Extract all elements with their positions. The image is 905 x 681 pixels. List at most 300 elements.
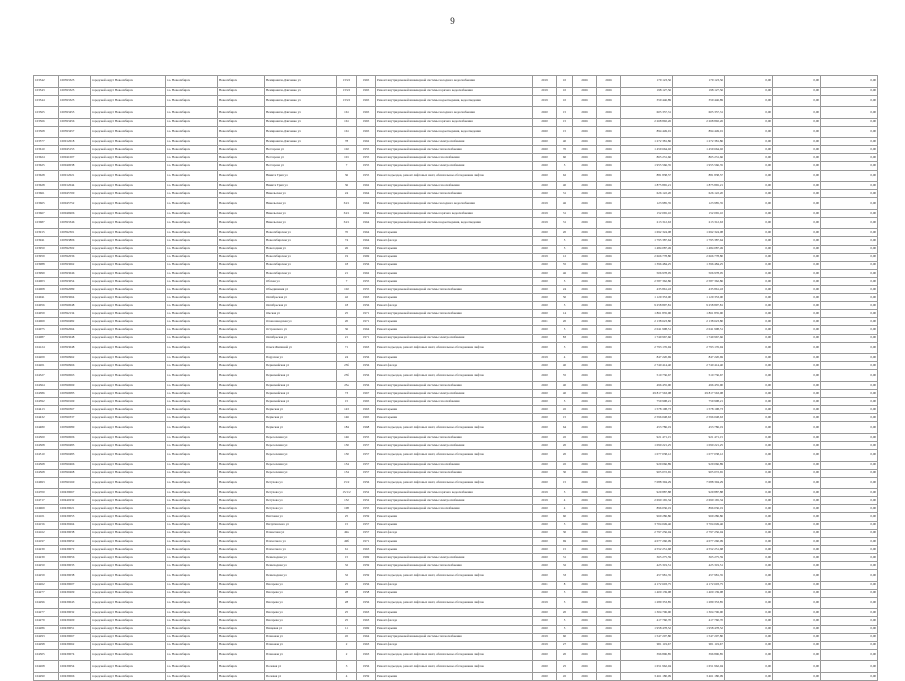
cell-house-number: 146 [337, 414, 357, 422]
cell-federal-cost: 0,00 [725, 253, 773, 261]
table-row [34, 672, 878, 680]
cell-last-repair-year: 2019 [533, 87, 557, 95]
cell-work-type: Ремонт фасада [376, 237, 533, 245]
cell-last-repair-year: 2019 [533, 497, 557, 505]
cell-row-id: 104162 [34, 529, 59, 537]
cell-settlement: Новосибирск [218, 570, 265, 582]
cell-local-cost: 0,00 [773, 414, 821, 422]
cell-build-year: 1965 [357, 76, 376, 88]
cell-regional-fund-cost: 901 119,67 [673, 641, 725, 649]
cell-regional-fund-cost: 1 861 835,90 [673, 310, 725, 318]
cell-settlement: Новосибирск [218, 190, 265, 198]
cell-house-code: 100390160 [59, 477, 91, 489]
cell-plan-year-start: 2026 [573, 107, 597, 119]
table-row [34, 406, 878, 414]
cell-settlement: Новосибирск [218, 302, 265, 310]
cell-plan-year-end: 2026 [597, 162, 621, 170]
cell-house-number: 18 [337, 302, 357, 310]
cell-owner-cost: 0,00 [821, 146, 878, 154]
cell-house-code: 100439062 [59, 641, 91, 649]
cell-settlement: Новосибирск [218, 545, 265, 553]
cell-municipal-district: г.о. Новосибирск [166, 269, 218, 277]
cell-street: Новосибирская ул [265, 253, 337, 261]
cell-build-year: 1971 [357, 537, 376, 545]
cell-local-cost: 0,00 [773, 269, 821, 277]
table-row [34, 529, 878, 537]
cell-owner-cost: 0,00 [821, 182, 878, 190]
cell-municipality: городской округ Новосибирск [91, 354, 166, 362]
cell-settlement: Новосибирск [218, 433, 265, 441]
cell-federal-cost: 0,00 [725, 95, 773, 107]
table-row [34, 389, 878, 397]
cell-last-repair-year: 2019 [533, 597, 557, 609]
cell-total-cost: 7 088 394,29 [621, 477, 673, 489]
cell-municipality: городской округ Новосибирск [91, 497, 166, 505]
table-row [34, 505, 878, 513]
cell-row-id: 104059 [34, 310, 59, 318]
cell-house-number: 150 [337, 441, 357, 449]
cell-local-cost: 0,00 [773, 521, 821, 529]
cell-settlement: Новосибирск [218, 334, 265, 342]
cell-work-type: Ремонт внутридомовой инженерной системы теплоснабжения [376, 433, 533, 441]
cell-total-cost: 1 651 962,04 [621, 661, 673, 673]
cell-federal-cost: 0,00 [725, 477, 773, 489]
cell-wear-percent: 5 [557, 617, 573, 625]
cell-regional-fund-cost: 1 875 865,21 [673, 182, 725, 190]
cell-wear-percent: 20 [557, 318, 573, 326]
cell-build-year: 1956 [357, 477, 376, 489]
cell-house-number: 28 [337, 597, 357, 609]
cell-plan-year-start: 2026 [573, 354, 597, 362]
cell-owner-cost: 0,00 [821, 441, 878, 449]
cell-street: Петухова ул [265, 505, 337, 513]
cell-municipality: городской округ Новосибирск [91, 190, 166, 198]
cell-row-id: 104262 [34, 581, 59, 589]
cell-plan-year-end: 2026 [597, 229, 621, 237]
cell-work-type: Ремонт подъездов, ремонт лифтовых шахт, обязательное обследование лифтов [376, 661, 533, 673]
cell-municipal-district: г.о. Новосибирск [166, 318, 218, 326]
cell-house-code: 100392134 [59, 310, 91, 318]
cell-local-cost: 0,00 [773, 505, 821, 513]
cell-municipal-district: г.о. Новосибирск [166, 362, 218, 370]
cell-work-type: Ремонт фасада [376, 302, 533, 310]
cell-settlement: Новосибирск [218, 107, 265, 119]
cell-street: Плахотного ул [265, 545, 337, 553]
cell-plan-year-end: 2026 [597, 310, 621, 318]
cell-street: Никольская ул [265, 198, 337, 210]
cell-federal-cost: 0,00 [725, 217, 773, 229]
cell-plan-year-end: 2026 [597, 146, 621, 154]
cell-regional-fund-cost: 123 985,35 [673, 198, 725, 210]
table-row [34, 354, 878, 362]
cell-build-year: 1962 [357, 182, 376, 190]
cell-owner-cost: 0,00 [821, 529, 878, 537]
cell-house-number: 153/2 [337, 87, 357, 95]
cell-federal-cost: 0,00 [725, 310, 773, 318]
cell-plan-year-start: 2026 [573, 302, 597, 310]
cell-wear-percent: 15 [557, 107, 573, 119]
cell-build-year: 1964 [357, 326, 376, 334]
cell-local-cost: 0,00 [773, 253, 821, 261]
cell-wear-percent: 45 [557, 461, 573, 469]
cell-house-number: 15 [337, 398, 357, 406]
cell-plan-year-start: 2026 [573, 334, 597, 342]
cell-plan-year-start: 2026 [573, 529, 597, 537]
cell-row-id: 104432 [34, 414, 59, 422]
cell-municipal-district: г.о. Новосибирск [166, 553, 218, 561]
table-row [34, 326, 878, 334]
cell-local-cost: 0,00 [773, 334, 821, 342]
cell-house-number: 7 [337, 162, 357, 170]
cell-plan-year-end: 2026 [597, 269, 621, 277]
cell-total-cost: 921 471,15 [621, 433, 673, 441]
cell-last-repair-year: 2021 [533, 318, 557, 326]
cell-municipal-district: г.о. Новосибирск [166, 87, 218, 95]
cell-plan-year-end: 2026 [597, 354, 621, 362]
cell-federal-cost: 0,00 [725, 589, 773, 597]
cell-wear-percent: 31 [557, 553, 573, 561]
cell-municipal-district: г.о. Новосибирск [166, 625, 218, 633]
cell-street: Немировича-Данченко ул [265, 95, 337, 107]
cell-municipal-district: г.о. Новосибирск [166, 513, 218, 521]
cell-plan-year-start: 2026 [573, 406, 597, 414]
table-row [34, 253, 878, 261]
cell-row-id: 104268 [34, 661, 59, 673]
cell-regional-fund-cost: 496 455,90 [673, 381, 725, 389]
cell-house-code: 100390069 [59, 381, 91, 389]
cell-house-number: 153/2 [337, 76, 357, 88]
cell-plan-year-start: 2026 [573, 597, 597, 609]
cell-federal-cost: 0,00 [725, 406, 773, 414]
cell-owner-cost: 0,00 [821, 513, 878, 521]
cell-plan-year-start: 2026 [573, 609, 597, 617]
cell-row-id: 103667 [34, 209, 59, 217]
cell-total-cost: 1 459 664,02 [621, 146, 673, 154]
cell-regional-fund-cost: 894 449,01 [673, 126, 725, 138]
table-row [34, 497, 878, 505]
cell-municipality: городской округ Новосибирск [91, 617, 166, 625]
cell-row-id: 103628 [34, 170, 59, 182]
cell-municipality: городской округ Новосибирск [91, 370, 166, 382]
cell-municipality: городской округ Новосибирск [91, 286, 166, 294]
cell-build-year: 1957 [357, 521, 376, 529]
cell-municipal-district: г.о. Новосибирск [166, 537, 218, 545]
cell-work-type: Ремонт подъездов, ремонт лифтовых шахт, обязательное обследование лифтов [376, 649, 533, 661]
cell-regional-fund-cost: 1 400 139,98 [673, 589, 725, 597]
cell-house-code: 100041007 [59, 154, 91, 162]
table-row [34, 162, 878, 170]
cell-build-year: 1956 [357, 354, 376, 362]
cell-plan-year-end: 2026 [597, 253, 621, 261]
cell-row-id: 103544 [34, 95, 59, 107]
cell-wear-percent: 14 [557, 310, 573, 318]
cell-house-number: 15 [337, 521, 357, 529]
cell-local-cost: 0,00 [773, 433, 821, 441]
cell-regional-fund-cost: 3 704 049,46 [673, 521, 725, 529]
cell-street: Плановая ул [265, 633, 337, 641]
cell-federal-cost: 0,00 [725, 229, 773, 237]
cell-settlement: Новосибирск [218, 414, 265, 422]
cell-last-repair-year: 2020 [533, 617, 557, 625]
cell-settlement: Новосибирск [218, 217, 265, 229]
cell-municipality: городской округ Новосибирск [91, 294, 166, 302]
cell-regional-fund-cost: 1 304 706,90 [673, 609, 725, 617]
cell-build-year: 1955 [357, 154, 376, 162]
cell-local-cost: 0,00 [773, 513, 821, 521]
cell-owner-cost: 0,00 [821, 570, 878, 582]
cell-work-type: Ремонт внутридомовой инженерной системы газоснабжения [376, 154, 533, 162]
table-row [34, 617, 878, 625]
cell-last-repair-year: 2019 [533, 95, 557, 107]
cell-wear-percent: 30 [557, 529, 573, 537]
cell-row-id: 104693 [34, 477, 59, 489]
cell-work-type: Ремонт подъездов, ремонт лифтовых шахт, обязательное обследование лифтов [376, 597, 533, 609]
cell-settlement: Новосибирск [218, 170, 265, 182]
cell-house-number: 102 [337, 286, 357, 294]
cell-regional-fund-cost: 1 459 664,02 [673, 146, 725, 154]
cell-house-code: 100439051 [59, 625, 91, 633]
cell-work-type: Ремонт внутридомовой инженерной системы холодного водоснабжения [376, 107, 533, 119]
cell-total-cost: 198 127,56 [621, 87, 673, 95]
cell-total-cost: 1 090 221,25 [621, 441, 673, 449]
cell-house-code: 100439056 [59, 553, 91, 561]
cell-row-id: 104239 [34, 553, 59, 561]
cell-build-year: 1957 [357, 450, 376, 462]
cell-plan-year-end: 2026 [597, 362, 621, 370]
cell-regional-fund-cost: 1 578 198,73 [673, 406, 725, 414]
cell-house-number: 25 [337, 609, 357, 617]
cell-municipal-district: г.о. Новосибирск [166, 76, 218, 88]
page-number: 9 [450, 16, 455, 26]
cell-local-cost: 0,00 [773, 95, 821, 107]
table-row [34, 107, 878, 119]
cell-federal-cost: 0,00 [725, 461, 773, 469]
cell-owner-cost: 0,00 [821, 126, 878, 138]
table-row [34, 450, 878, 462]
cell-total-cost: 929 066,89 [621, 461, 673, 469]
cell-wear-percent: 55 [557, 261, 573, 269]
cell-owner-cost: 0,00 [821, 406, 878, 414]
cell-plan-year-end: 2026 [597, 589, 621, 597]
cell-municipal-district: г.о. Новосибирск [166, 126, 218, 138]
cell-wear-percent: 5 [557, 162, 573, 170]
cell-settlement: Новосибирск [218, 95, 265, 107]
cell-wear-percent: 5 [557, 342, 573, 354]
cell-house-number: 101 [337, 154, 357, 162]
cell-municipal-district: г.о. Новосибирск [166, 521, 218, 529]
cell-regional-fund-cost: 1 955 566,35 [673, 162, 725, 170]
cell-wear-percent: 70 [557, 146, 573, 154]
cell-local-cost: 0,00 [773, 209, 821, 217]
cell-total-cost: 4 077 260,09 [621, 537, 673, 545]
cell-settlement: Новосибирск [218, 513, 265, 521]
cell-plan-year-start: 2026 [573, 562, 597, 570]
cell-plan-year-start: 2026 [573, 545, 597, 553]
cell-work-type: Ремонт фасада [376, 362, 533, 370]
cell-last-repair-year: 2020 [533, 661, 557, 673]
cell-plan-year-end: 2026 [597, 406, 621, 414]
cell-plan-year-start: 2026 [573, 672, 597, 680]
cell-owner-cost: 0,00 [821, 87, 878, 95]
cell-street: Писарева ул [265, 581, 337, 589]
cell-house-code: 100012018 [59, 138, 91, 146]
cell-local-cost: 0,00 [773, 641, 821, 649]
cell-last-repair-year: 2020 [533, 545, 557, 553]
cell-settlement: Новосибирск [218, 182, 265, 190]
cell-build-year: 1956 [357, 581, 376, 589]
cell-build-year: 1957 [357, 529, 376, 537]
cell-regional-fund-cost: 626 122,20 [673, 190, 725, 198]
cell-last-repair-year: 2020 [533, 229, 557, 237]
cell-total-cost: 905 072,65 [621, 469, 673, 477]
cell-plan-year-start: 2026 [573, 553, 597, 561]
cell-total-cost: 1 304 706,90 [621, 609, 673, 617]
cell-house-code: 100393048 [59, 342, 91, 354]
cell-build-year: 1965 [357, 126, 376, 138]
cell-regional-fund-cost: 969 286,86 [673, 513, 725, 521]
cell-municipality: городской округ Новосибирск [91, 469, 166, 477]
cell-municipality: городской округ Новосибирск [91, 107, 166, 119]
cell-street: Пищевая ул [265, 625, 337, 633]
cell-house-code: 100390063 [59, 370, 91, 382]
cell-house-code: 100390169 [59, 398, 91, 406]
cell-plan-year-end: 2026 [597, 95, 621, 107]
cell-house-code: 100390485 [59, 441, 91, 449]
cell-street: Никита Трип ул [265, 170, 337, 182]
cell-work-type: Ремонт внутридомовой инженерной системы теплоснабжения [376, 310, 533, 318]
cell-build-year: 1955 [357, 277, 376, 285]
cell-work-type: Ремонт крыши [376, 253, 533, 261]
cell-row-id: 104239 [34, 545, 59, 553]
cell-house-number: 15/1/2 [337, 489, 357, 497]
cell-municipal-district: г.о. Новосибирск [166, 433, 218, 441]
cell-street: Первомайская ул [265, 362, 337, 370]
table-row [34, 469, 878, 477]
cell-row-id: 103566 [34, 118, 59, 126]
cell-row-id: 103941 [34, 237, 59, 245]
cell-house-number: 146 [337, 433, 357, 441]
cell-total-cost: 1 077 038,12 [621, 450, 673, 462]
cell-regional-fund-cost: 365 275,59 [673, 553, 725, 561]
cell-wear-percent: 31 [557, 209, 573, 217]
cell-owner-cost: 0,00 [821, 489, 878, 497]
cell-plan-year-end: 2026 [597, 513, 621, 521]
cell-municipal-district: г.о. Новосибирск [166, 310, 218, 318]
cell-build-year: 1963 [357, 342, 376, 354]
cell-build-year: 1963 [357, 609, 376, 617]
cell-settlement: Новосибирск [218, 398, 265, 406]
cell-build-year: 1963 [357, 649, 376, 661]
cell-work-type: Ремонт внутридомовой инженерной системы теплоснабжения [376, 633, 533, 641]
cell-build-year: 1963 [357, 617, 376, 625]
table-row [34, 146, 878, 154]
cell-house-code: 100390962 [59, 354, 91, 362]
cell-owner-cost: 0,00 [821, 625, 878, 633]
cell-last-repair-year: 2019 [533, 633, 557, 641]
cell-regional-fund-cost: 2 740 414,40 [673, 362, 725, 370]
cell-settlement: Новосибирск [218, 562, 265, 570]
cell-house-number: 28 [337, 589, 357, 597]
cell-plan-year-start: 2026 [573, 286, 597, 294]
cell-municipality: городской округ Новосибирск [91, 672, 166, 680]
table-row [34, 433, 878, 441]
cell-plan-year-start: 2026 [573, 126, 597, 138]
cell-last-repair-year: 2019 [533, 489, 557, 497]
cell-settlement: Новосибирск [218, 154, 265, 162]
cell-last-repair-year: 2020 [533, 310, 557, 318]
cell-municipality: городской округ Новосибирск [91, 261, 166, 269]
cell-owner-cost: 0,00 [821, 389, 878, 397]
cell-total-cost: 453 786,19 [621, 422, 673, 434]
cell-work-type: Ремонт крыши [376, 672, 533, 680]
cell-build-year: 1965 [357, 118, 376, 126]
cell-municipality: городской округ Новосибирск [91, 269, 166, 277]
cell-plan-year-start: 2026 [573, 513, 597, 521]
cell-last-repair-year: 2020 [533, 649, 557, 661]
cell-federal-cost: 0,00 [725, 661, 773, 673]
table-row [34, 209, 878, 217]
cell-municipality: городской округ Новосибирск [91, 609, 166, 617]
cell-build-year: 1963 [357, 641, 376, 649]
cell-settlement: Новосибирск [218, 633, 265, 641]
cell-house-number: 154 [337, 461, 357, 469]
cell-last-repair-year: 2020 [533, 269, 557, 277]
cell-regional-fund-cost: 759 998,21 [673, 398, 725, 406]
cell-total-cost: 359 446,89 [621, 95, 673, 107]
cell-house-number: 26 [337, 245, 357, 253]
cell-last-repair-year: 2020 [533, 126, 557, 138]
cell-local-cost: 0,00 [773, 162, 821, 170]
cell-federal-cost: 0,00 [725, 277, 773, 285]
cell-plan-year-start: 2026 [573, 422, 597, 434]
cell-work-type: Ремонт внутридомовой инженерной системы холодного водоснабжения [376, 198, 533, 210]
cell-work-type: Ремонт внутридомовой инженерной системы электроснабжения [376, 138, 533, 146]
cell-federal-cost: 0,00 [725, 237, 773, 245]
cell-last-repair-year: 2020 [533, 609, 557, 617]
cell-municipality: городской округ Новосибирск [91, 545, 166, 553]
cell-house-code: 100012044 [59, 182, 91, 190]
cell-last-repair-year: 2019 [533, 209, 557, 217]
cell-row-id: 104386 [34, 389, 59, 397]
cell-municipality: городской округ Новосибирск [91, 253, 166, 261]
cell-municipal-district: г.о. Новосибирск [166, 633, 218, 641]
cell-municipal-district: г.о. Новосибирск [166, 261, 218, 269]
cell-house-code: 100390337 [59, 414, 91, 422]
cell-work-type: Ремонт внутридомовой инженерной системы холодного водоснабжения [376, 76, 533, 88]
cell-build-year: 1956 [357, 381, 376, 389]
cell-street: Планетная ул [265, 529, 337, 537]
cell-build-year: 1959 [357, 513, 376, 521]
cell-total-cost: 2 138 623,80 [621, 318, 673, 326]
cell-total-cost: 1 795 387,64 [621, 237, 673, 245]
cell-plan-year-end: 2026 [597, 649, 621, 661]
cell-federal-cost: 0,00 [725, 597, 773, 609]
cell-settlement: Новосибирск [218, 146, 265, 154]
cell-work-type: Ремонт фасада [376, 641, 533, 649]
cell-federal-cost: 0,00 [725, 497, 773, 505]
cell-house-number: 3 [337, 661, 357, 673]
cell-total-cost: 901 119,67 [621, 641, 673, 649]
cell-municipality: городской округ Новосибирск [91, 625, 166, 633]
cell-owner-cost: 0,00 [821, 597, 878, 609]
cell-plan-year-start: 2026 [573, 389, 597, 397]
cell-total-cost: 894 449,01 [621, 126, 673, 138]
cell-municipal-district: г.о. Новосибирск [166, 146, 218, 154]
cell-plan-year-start: 2026 [573, 469, 597, 477]
cell-owner-cost: 0,00 [821, 326, 878, 334]
cell-plan-year-start: 2026 [573, 570, 597, 582]
cell-federal-cost: 0,00 [725, 107, 773, 119]
